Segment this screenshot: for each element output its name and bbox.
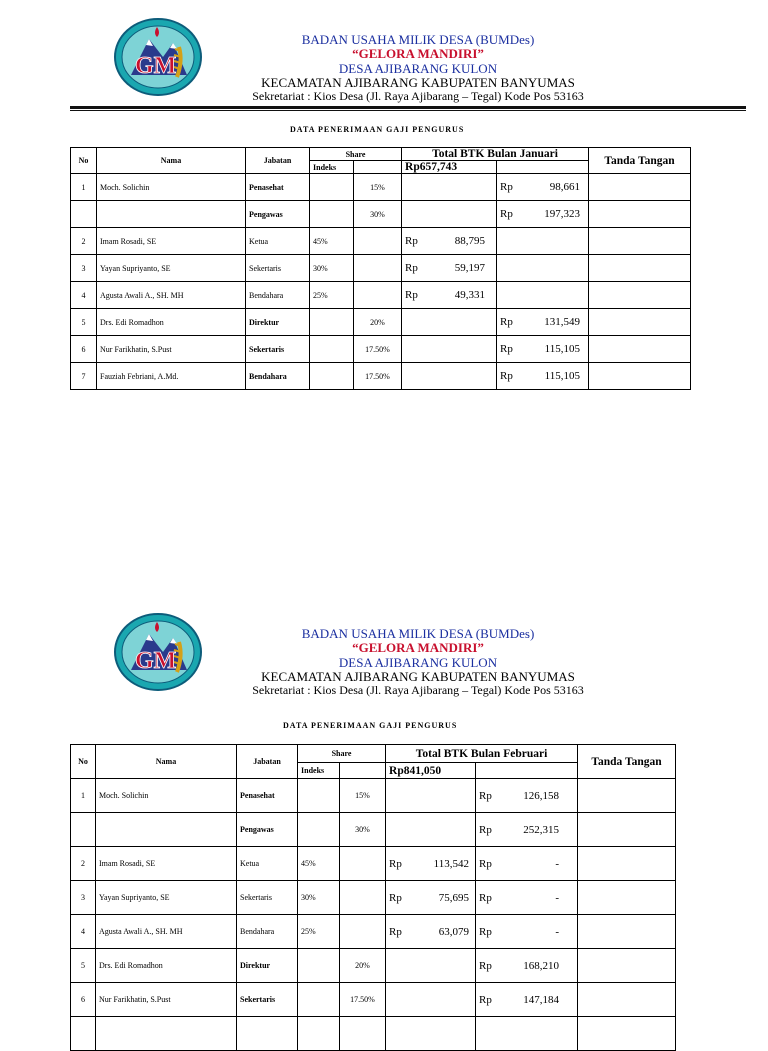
cell-share xyxy=(354,255,402,282)
cell-amount-share xyxy=(497,309,589,336)
cell-jabatan: Sekertaris xyxy=(246,255,310,282)
currency-label: Rp xyxy=(479,959,492,972)
cell-jabatan: Ketua xyxy=(237,847,298,881)
cell-indeks xyxy=(310,336,354,363)
cell-share: 17.50% xyxy=(340,983,386,1017)
org-brand: “GELORA MANDIRI” xyxy=(352,640,484,656)
cell-amount-share xyxy=(476,915,578,949)
currency-label: Rp xyxy=(479,993,492,1006)
cell-amount-indeks xyxy=(386,949,476,983)
table-row xyxy=(71,983,676,1017)
cell-nama: Drs. Edi Romadhon xyxy=(96,949,237,983)
cell-tanda-tangan xyxy=(578,949,676,983)
cell-nama: Drs. Edi Romadhon xyxy=(97,309,246,336)
col-indeks-header: Indeks xyxy=(298,763,340,779)
cell-share xyxy=(340,881,386,915)
cell-nama xyxy=(97,201,246,228)
org-district: KECAMATAN AJIBARANG KABUPATEN BANYUMAS xyxy=(261,74,575,90)
amount-value: 252,315 xyxy=(523,823,560,836)
cell-amount-indeks xyxy=(386,779,476,813)
cell-share xyxy=(340,1017,386,1051)
cell-amount-indeks xyxy=(386,1017,476,1051)
cell-tanda-tangan xyxy=(589,174,691,201)
cell-amount-indeks xyxy=(402,363,497,390)
cell-no: 6 xyxy=(71,983,96,1017)
cell-indeks xyxy=(298,949,340,983)
table-row xyxy=(71,847,676,881)
amount-value: 197,323 xyxy=(544,208,581,220)
cell-jabatan: Direktur xyxy=(237,949,298,983)
cell-share: 17.50% xyxy=(354,336,402,363)
cell-nama: Moch. Solichin xyxy=(97,174,246,201)
cell-indeks: 30% xyxy=(298,881,340,915)
currency-label: Rp xyxy=(479,857,492,870)
table-row xyxy=(71,881,676,915)
table-body-january xyxy=(71,174,691,390)
cell-tanda-tangan xyxy=(578,1017,676,1051)
amount-value: 59,197 xyxy=(454,262,486,274)
amount-value: 113,542 xyxy=(433,857,470,870)
total-btk-blank xyxy=(476,763,578,779)
cell-no: 5 xyxy=(71,949,96,983)
cell-amount-indeks xyxy=(402,228,497,255)
cell-share: 20% xyxy=(340,949,386,983)
cell-jabatan: Bendahara xyxy=(246,363,310,390)
cell-amount-indeks xyxy=(402,282,497,309)
cell-amount-share xyxy=(497,282,589,309)
cell-no: 1 xyxy=(71,779,96,813)
col-share-header: Share xyxy=(298,745,386,763)
currency-label: Rp xyxy=(479,789,492,802)
cell-jabatan: Penasehat xyxy=(246,174,310,201)
org-village: DESA AJIBARANG KULON xyxy=(338,60,498,76)
cell-jabatan: Bendahara xyxy=(246,282,310,309)
cell-indeks xyxy=(310,174,354,201)
cell-share: 17.50% xyxy=(354,363,402,390)
table-row xyxy=(71,813,676,847)
amount-value: 98,661 xyxy=(549,181,581,193)
cell-share xyxy=(340,847,386,881)
col-indeks-header: Indeks xyxy=(310,161,354,174)
col-jabatan-header: Jabatan xyxy=(246,148,310,174)
cell-jabatan: Pengawas xyxy=(237,813,298,847)
table-row xyxy=(71,915,676,949)
cell-tanda-tangan xyxy=(589,255,691,282)
cell-no: 2 xyxy=(71,847,96,881)
cell-nama: Yayan Supriyanto, SE xyxy=(97,255,246,282)
letterhead-divider xyxy=(70,106,746,111)
cell-amount-share xyxy=(476,1017,578,1051)
total-btk-value: Rp657,743 xyxy=(402,161,497,174)
cell-tanda-tangan xyxy=(578,813,676,847)
org-address: Sekretariat : Kios Desa (Jl. Raya Ajibarang – Tegal) Kode Pos 53163 xyxy=(252,683,584,698)
cell-share: 30% xyxy=(340,813,386,847)
currency-label: Rp xyxy=(479,823,492,836)
amount-value: 88,795 xyxy=(454,235,486,247)
org-name: BADAN USAHA MILIK DESA (BUMDes) xyxy=(301,626,535,641)
currency-label: Rp xyxy=(389,925,402,938)
cell-amount-indeks xyxy=(402,255,497,282)
cell-amount-indeks xyxy=(402,336,497,363)
table-row xyxy=(71,228,691,255)
currency-label: Rp xyxy=(500,343,513,355)
table-row xyxy=(71,282,691,309)
currency-label: Rp xyxy=(405,235,418,247)
currency-label: Rp xyxy=(479,891,492,904)
cell-amount-indeks xyxy=(386,881,476,915)
cell-share xyxy=(354,282,402,309)
col-no-header: No xyxy=(71,148,97,174)
org-brand: “GELORA MANDIRI” xyxy=(352,46,484,62)
cell-amount-share xyxy=(476,847,578,881)
cell-tanda-tangan xyxy=(589,282,691,309)
cell-tanda-tangan xyxy=(589,336,691,363)
logo-lettering: GM xyxy=(135,53,177,79)
cell-amount-share xyxy=(497,255,589,282)
cell-indeks: 25% xyxy=(298,915,340,949)
cell-jabatan xyxy=(237,1017,298,1051)
table-row xyxy=(71,336,691,363)
page-section-january xyxy=(0,0,768,400)
cell-tanda-tangan xyxy=(578,779,676,813)
salary-table-january xyxy=(70,147,691,390)
cell-tanda-tangan xyxy=(589,309,691,336)
table-row xyxy=(71,363,691,390)
cell-no xyxy=(71,1017,96,1051)
amount-value: 126,158 xyxy=(523,789,560,802)
amount-value: - xyxy=(555,925,560,938)
cell-amount-indeks xyxy=(402,174,497,201)
cell-no: 6 xyxy=(71,336,97,363)
cell-amount-indeks xyxy=(402,201,497,228)
cell-amount-indeks xyxy=(386,813,476,847)
col-nama-header: Nama xyxy=(96,745,237,779)
amount-value: 131,549 xyxy=(544,316,581,328)
currency-label: Rp xyxy=(405,262,418,274)
amount-value: - xyxy=(555,857,560,870)
cell-indeks: 45% xyxy=(310,228,354,255)
col-tanda-tangan-header: Tanda Tangan xyxy=(589,148,691,174)
table-row xyxy=(71,779,676,813)
cell-amount-share xyxy=(497,363,589,390)
cell-amount-indeks xyxy=(402,309,497,336)
cell-indeks xyxy=(298,779,340,813)
amount-value: 115,105 xyxy=(544,370,581,382)
org-name: BADAN USAHA MILIK DESA (BUMDes) xyxy=(301,32,535,47)
cell-amount-share xyxy=(476,983,578,1017)
logo-lettering: GM xyxy=(135,648,177,674)
letterhead xyxy=(188,627,648,697)
cell-jabatan: Direktur xyxy=(246,309,310,336)
table-row xyxy=(71,201,691,228)
table-row xyxy=(71,174,691,201)
cell-tanda-tangan xyxy=(578,881,676,915)
document-title: DATA PENERIMAAN GAJI PENGURUS xyxy=(283,721,458,730)
col-share-subheader xyxy=(340,763,386,779)
cell-nama: Agusta Awali A., SH. MH xyxy=(97,282,246,309)
cell-no xyxy=(71,813,96,847)
cell-indeks: 45% xyxy=(298,847,340,881)
currency-label: Rp xyxy=(389,857,402,870)
cell-nama: Moch. Solichin xyxy=(96,779,237,813)
cell-amount-share xyxy=(476,881,578,915)
cell-jabatan: Bendahara xyxy=(237,915,298,949)
cell-jabatan: Pengawas xyxy=(246,201,310,228)
currency-label: Rp xyxy=(500,208,513,220)
amount-value: 75,695 xyxy=(438,891,470,904)
cell-nama xyxy=(96,813,237,847)
total-btk-blank xyxy=(497,161,589,174)
amount-value: - xyxy=(555,891,560,904)
cell-amount-share xyxy=(476,813,578,847)
document-title: DATA PENERIMAAN GAJI PENGURUS xyxy=(290,125,465,134)
cell-nama: Nur Farikhatin, S.Pust xyxy=(96,983,237,1017)
cell-jabatan: Sekertaris xyxy=(237,881,298,915)
cell-jabatan: Ketua xyxy=(246,228,310,255)
cell-tanda-tangan xyxy=(589,201,691,228)
cell-nama: Yayan Supriyanto, SE xyxy=(96,881,237,915)
page-section-february xyxy=(0,596,768,1024)
currency-label: Rp xyxy=(405,289,418,301)
cell-no: 5 xyxy=(71,309,97,336)
cell-tanda-tangan xyxy=(589,228,691,255)
cell-amount-share xyxy=(497,174,589,201)
cell-indeks: 25% xyxy=(310,282,354,309)
cell-no: 7 xyxy=(71,363,97,390)
table-row xyxy=(71,949,676,983)
letterhead xyxy=(188,33,648,103)
cell-no: 2 xyxy=(71,228,97,255)
col-tanda-tangan-header: Tanda Tangan xyxy=(578,745,676,779)
cell-no: 4 xyxy=(71,915,96,949)
col-total-header: Total BTK Bulan Januari xyxy=(402,148,589,161)
amount-value: 49,331 xyxy=(454,289,486,301)
col-jabatan-header: Jabatan xyxy=(237,745,298,779)
cell-no xyxy=(71,201,97,228)
cell-amount-share xyxy=(497,228,589,255)
col-nama-header: Nama xyxy=(97,148,246,174)
amount-value: 115,105 xyxy=(544,343,581,355)
cell-no: 1 xyxy=(71,174,97,201)
cell-jabatan: Sekertaris xyxy=(246,336,310,363)
cell-share: 30% xyxy=(354,201,402,228)
currency-label: Rp xyxy=(500,370,513,382)
table-row xyxy=(71,1017,676,1051)
cell-no: 4 xyxy=(71,282,97,309)
currency-label: Rp xyxy=(389,891,402,904)
cell-indeks xyxy=(310,201,354,228)
cell-amount-indeks xyxy=(386,847,476,881)
cell-tanda-tangan xyxy=(578,915,676,949)
cell-share: 20% xyxy=(354,309,402,336)
total-btk-value: Rp841,050 xyxy=(386,763,476,779)
cell-nama: Imam Rosadi, SE xyxy=(96,847,237,881)
salary-table-february xyxy=(70,744,676,1051)
cell-indeks xyxy=(298,813,340,847)
org-district: KECAMATAN AJIBARANG KABUPATEN BANYUMAS xyxy=(261,668,575,684)
cell-indeks xyxy=(310,309,354,336)
cell-nama: Agusta Awali A., SH. MH xyxy=(96,915,237,949)
col-share-header: Share xyxy=(310,148,402,161)
cell-share: 15% xyxy=(340,779,386,813)
cell-amount-share xyxy=(497,201,589,228)
table-row xyxy=(71,255,691,282)
cell-share xyxy=(354,228,402,255)
cell-amount-indeks xyxy=(386,983,476,1017)
cell-amount-share xyxy=(476,949,578,983)
col-share-subheader xyxy=(354,161,402,174)
currency-label: Rp xyxy=(500,181,513,193)
cell-tanda-tangan xyxy=(578,847,676,881)
cell-nama: Nur Farikhatin, S.Pust xyxy=(97,336,246,363)
table-body-february xyxy=(71,779,676,1051)
cell-share: 15% xyxy=(354,174,402,201)
cell-indeks xyxy=(298,983,340,1017)
cell-nama xyxy=(96,1017,237,1051)
col-total-header: Total BTK Bulan Februari xyxy=(386,745,578,763)
currency-label: Rp xyxy=(479,925,492,938)
org-village: DESA AJIBARANG KULON xyxy=(338,654,498,670)
cell-amount-share xyxy=(497,336,589,363)
cell-jabatan: Penasehat xyxy=(237,779,298,813)
cell-jabatan: Sekertaris xyxy=(237,983,298,1017)
table-row xyxy=(71,309,691,336)
cell-nama: Fauziah Febriani, A.Md. xyxy=(97,363,246,390)
cell-no: 3 xyxy=(71,881,96,915)
amount-value: 147,184 xyxy=(523,993,560,1006)
cell-nama: Imam Rosadi, SE xyxy=(97,228,246,255)
currency-label: Rp xyxy=(500,316,513,328)
cell-amount-share xyxy=(476,779,578,813)
org-address: Sekretariat : Kios Desa (Jl. Raya Ajibarang – Tegal) Kode Pos 53163 xyxy=(252,89,584,104)
cell-tanda-tangan xyxy=(578,983,676,1017)
cell-indeks: 30% xyxy=(310,255,354,282)
cell-amount-indeks xyxy=(386,915,476,949)
col-no-header: No xyxy=(71,745,96,779)
amount-value: 168,210 xyxy=(523,959,560,972)
cell-tanda-tangan xyxy=(589,363,691,390)
cell-no: 3 xyxy=(71,255,97,282)
cell-indeks xyxy=(310,363,354,390)
amount-value: 63,079 xyxy=(438,925,470,938)
cell-indeks xyxy=(298,1017,340,1051)
cell-share xyxy=(340,915,386,949)
